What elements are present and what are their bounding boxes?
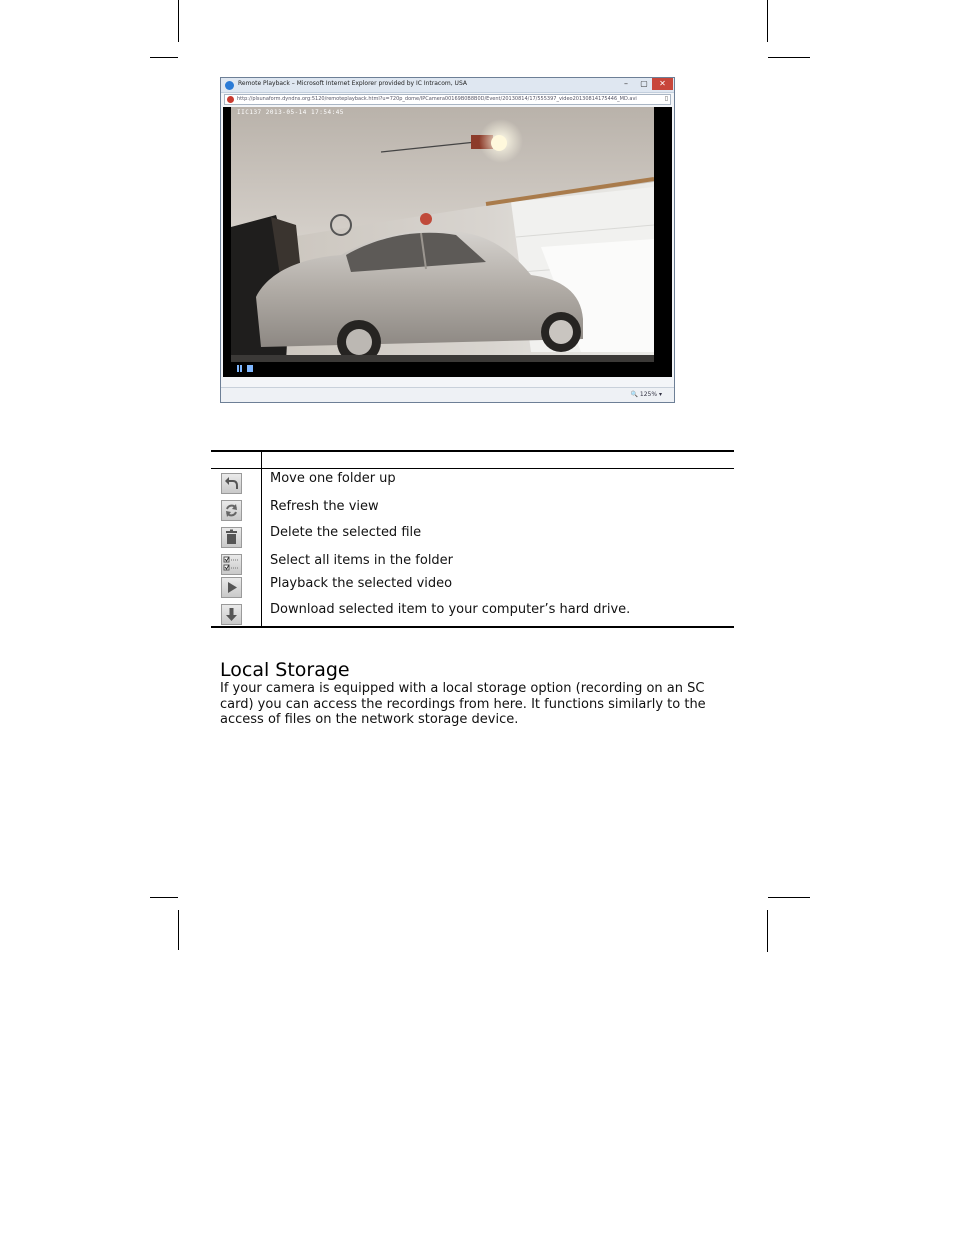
garage-video-frame — [231, 107, 654, 362]
crop-mark-bottom-left-v — [178, 910, 179, 950]
status-bar — [221, 387, 674, 402]
address-url: http://plsunaform.dyndns.org:5120/remoteplayback.html?u=720p_dome/IPCamera00169B0B8B0D/Event/20130814/17/555397_video20130814175446_MD.avi — [237, 96, 637, 102]
window-titlebar — [221, 78, 674, 93]
download-icon — [221, 604, 242, 625]
ie-logo-icon — [225, 81, 234, 90]
table-row-text: Playback the selected video — [270, 576, 453, 591]
section-body: If your camera is equipped with a local storage option (recording on an SC card) you can access the recordings from here. It functions similarly to the access of files on the network storage device. — [220, 681, 706, 728]
folder-up-icon — [221, 473, 242, 494]
address-bar[interactable] — [224, 94, 671, 105]
stop-icon[interactable] — [247, 365, 253, 372]
zoom-control[interactable] — [631, 391, 663, 398]
remote-playback-window — [220, 77, 675, 403]
refresh-icon — [221, 500, 242, 521]
page-icon-right: ▯ — [664, 95, 668, 102]
page-icon — [227, 96, 234, 103]
crop-mark-bottom-right-v — [767, 910, 768, 952]
table-header-rule — [211, 468, 734, 469]
zoom-level: 125% — [639, 391, 658, 398]
close-button[interactable]: ✕ — [652, 78, 673, 90]
trash-icon — [221, 527, 242, 548]
table-row-text: Select all items in the folder — [270, 553, 454, 568]
crop-mark-top-left-v — [178, 0, 179, 42]
crop-mark-bottom-right-h — [768, 897, 810, 898]
video-player[interactable] — [223, 107, 672, 377]
crop-mark-top-left-h — [150, 57, 178, 58]
video-timestamp-overlay: IIC137 2013-05-14 17:54:45 — [237, 109, 344, 116]
table-row-text: Delete the selected file — [270, 525, 422, 540]
icon-legend-table — [211, 450, 734, 628]
section-title: Local Storage — [220, 659, 350, 681]
crop-mark-bottom-left-h — [150, 897, 178, 898]
pause-icon[interactable] — [237, 365, 242, 372]
table-row-text: Refresh the view — [270, 499, 379, 514]
play-icon — [221, 577, 242, 598]
magnifier-icon: 🔍 — [630, 391, 638, 398]
crop-mark-top-right-h — [768, 57, 810, 58]
window-title: Remote Playback – Microsoft Internet Explorer provided by IC Intracom, USA — [238, 80, 467, 87]
maximize-button[interactable]: ▢ — [640, 79, 648, 88]
table-column-divider — [261, 452, 262, 626]
zoom-dropdown-icon: ▾ — [658, 391, 662, 398]
minimize-button[interactable]: – — [624, 79, 628, 88]
table-row-text: Move one folder up — [270, 471, 396, 486]
select-all-icon — [221, 554, 242, 575]
table-row-text: Download selected item to your computer’s hard drive. — [270, 602, 631, 617]
crop-mark-top-right-v — [767, 0, 768, 42]
